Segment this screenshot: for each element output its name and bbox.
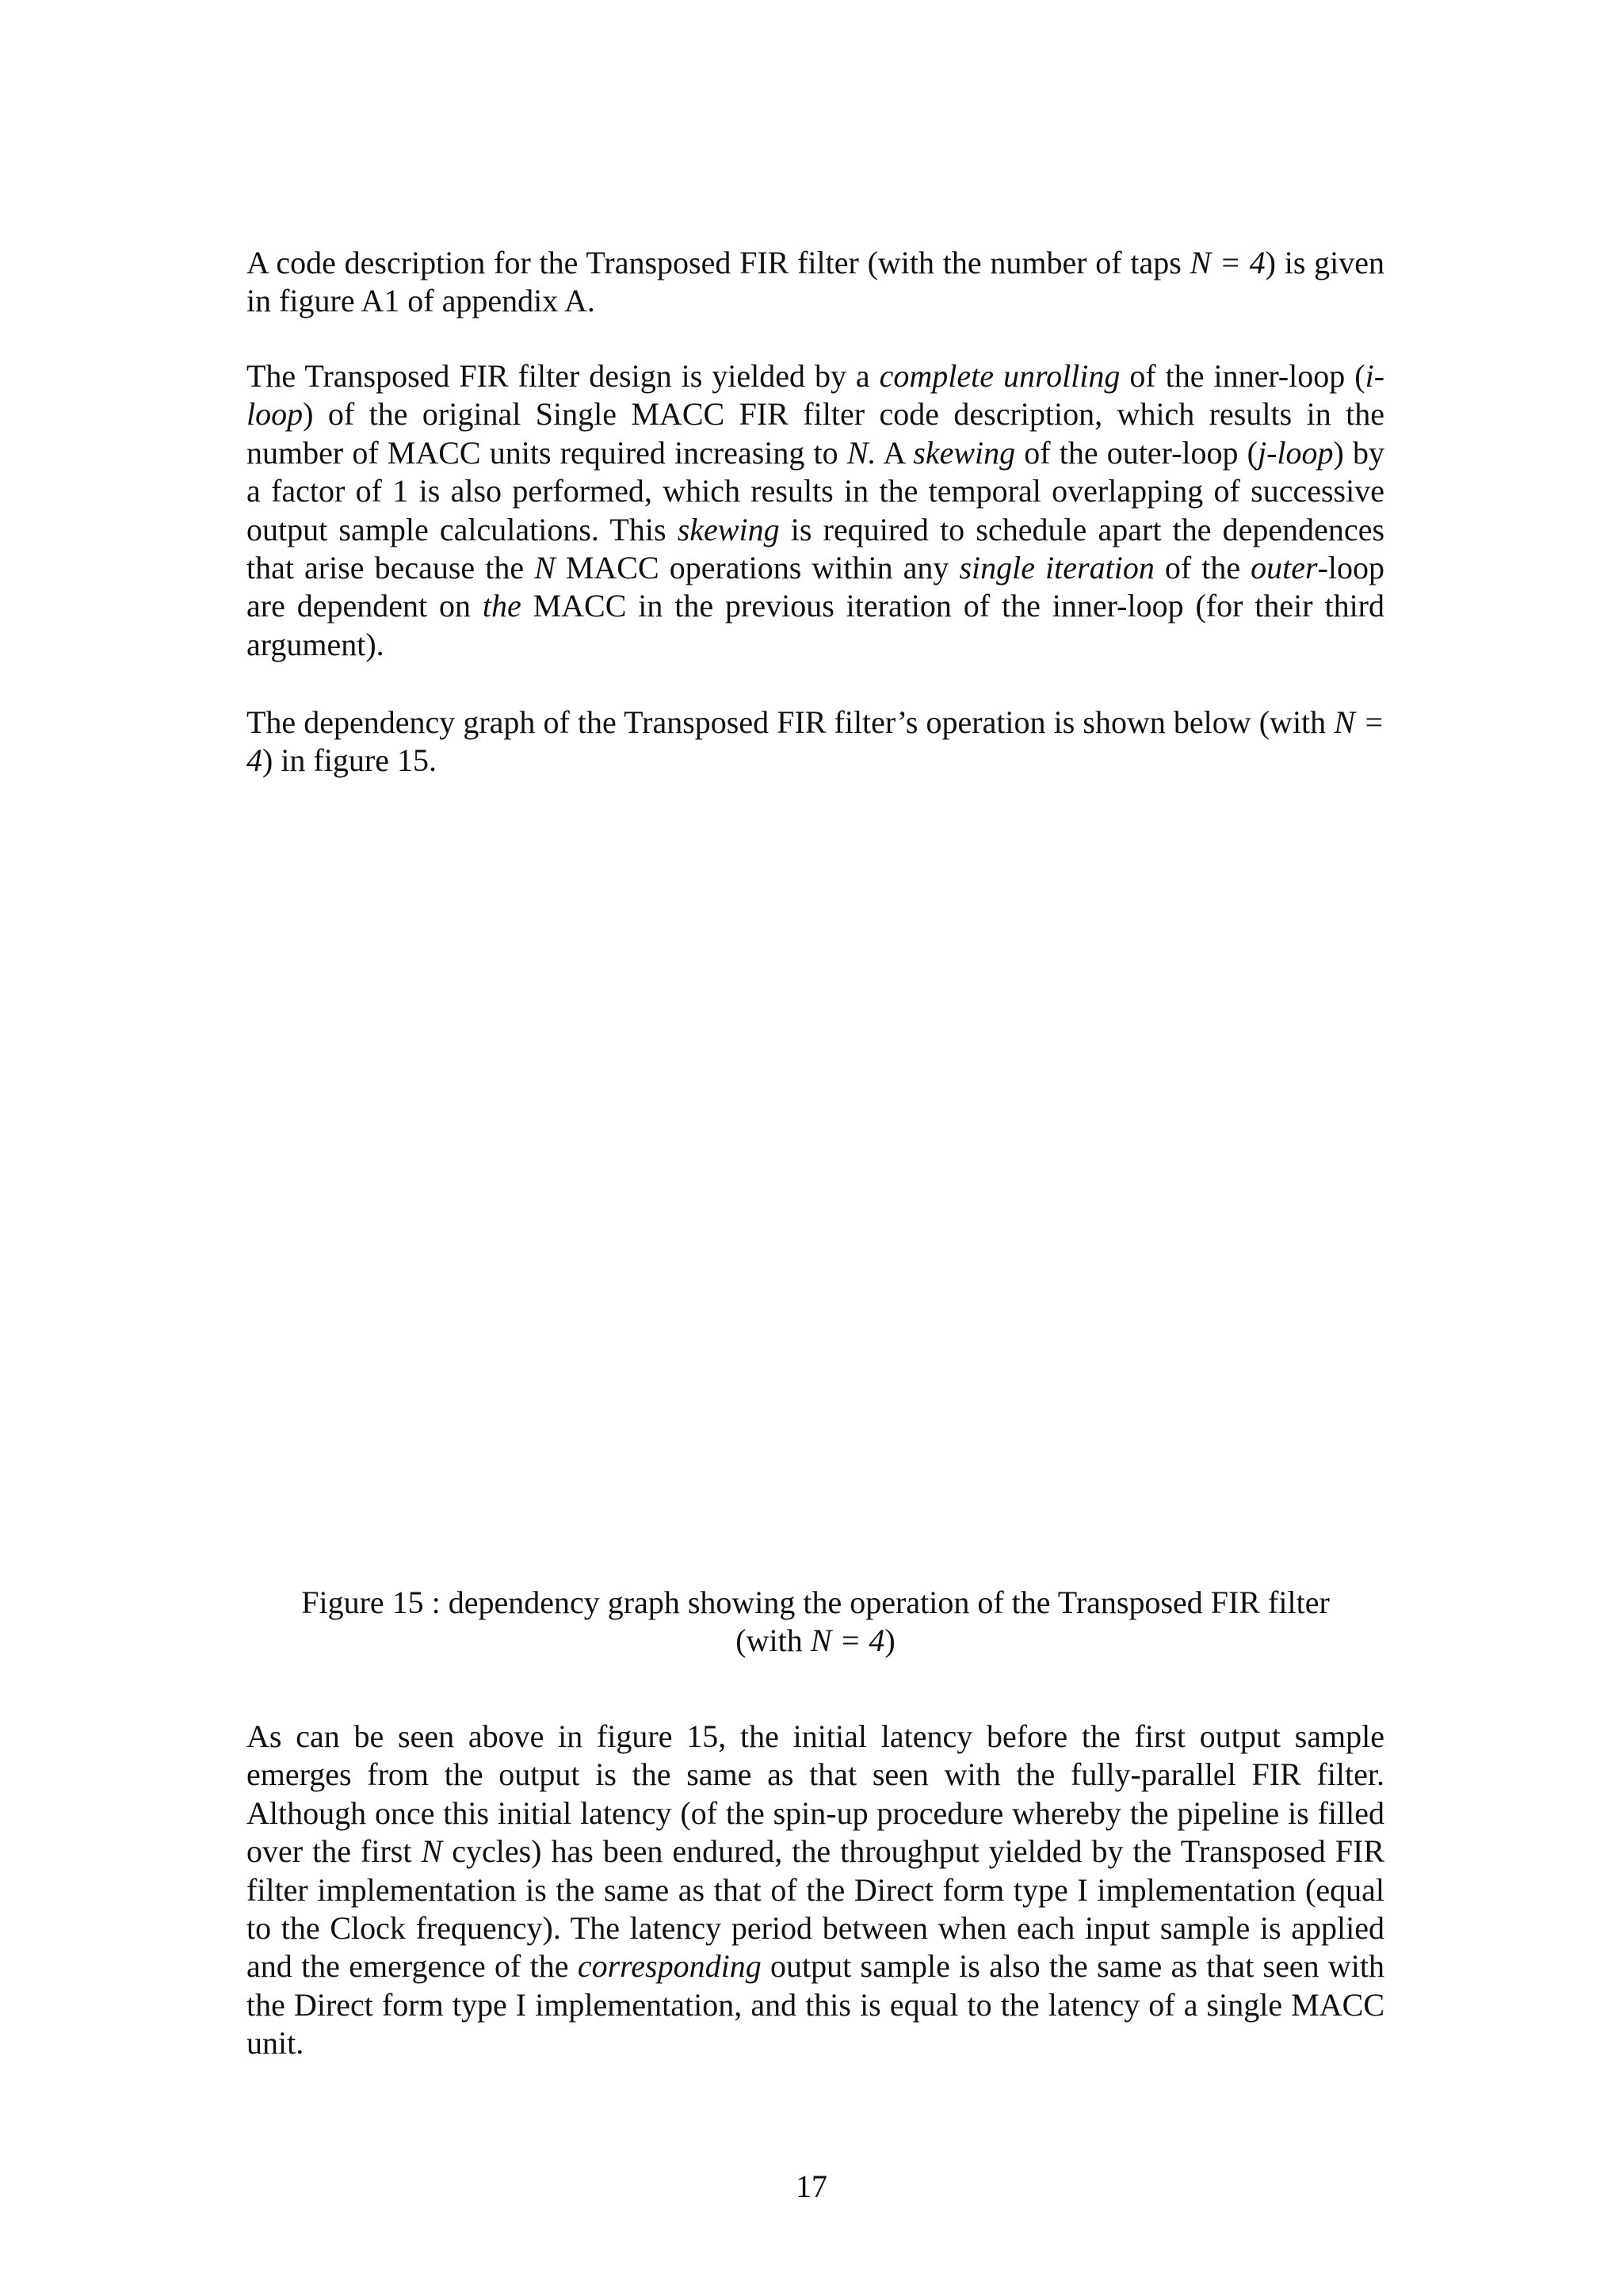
paragraph-1-segment: N. — [846, 434, 876, 471]
paragraph-2-segment: N = 4 — [246, 704, 1385, 779]
closing-paragraph-segment: output sample is also the same as that seen with the Direct form type I implementation, and this is equal to the latency of a single MACC unit. — [246, 1948, 1385, 2061]
closing-paragraph-segment: As can be seen above in figure 15, the initial latency before the first output sample emerges from the output is the same as that seen with the fully-parallel FIR filter. Although once this initial latency (of the spin-up procedure whereby the pipeline is filled over the first — [246, 1718, 1384, 1870]
paragraph-1-segment: MACC operations within any — [555, 550, 960, 586]
paragraph-0-segment: A code description for the Transposed FIR filter (with the number of taps — [246, 245, 1190, 280]
paragraph-intro — [246, 244, 1384, 321]
paragraph-1-segment: ) by a factor of 1 is also performed, which results in the temporal overlapping of successive output sample calculations. This — [246, 434, 1385, 547]
paragraph-1-segment: -loop are dependent on — [246, 550, 1385, 624]
paragraph-1-segment: complete unrolling — [879, 358, 1121, 394]
figure-caption — [246, 1584, 1384, 1661]
paragraph-1-segment: single iteration — [959, 550, 1155, 586]
caption-line-2: (with N = 4) — [735, 1623, 896, 1659]
paragraph-1-segment: outer — [1251, 550, 1318, 586]
paragraph-2-segment: The dependency graph of the Transposed FIR filter’s operation is shown below (with — [246, 704, 1335, 740]
paragraph-1-segment: A — [876, 434, 914, 471]
closing-paragraph-segment: N — [421, 1833, 443, 1870]
paragraph-1-segment: of the inner-loop ( — [1120, 358, 1365, 394]
paragraph-1-segment: The Transposed FIR filter design is yielded by a — [246, 358, 880, 394]
paragraph-latency-discussion — [246, 1718, 1384, 2063]
caption-line-1: Figure 15 : dependency graph showing the operation of the Transposed FIR filter — [301, 1585, 1330, 1620]
page-number: 17 — [796, 2168, 827, 2204]
closing-paragraph-segment: cycles) has been endured, the throughput yielded by the Transposed FIR filter implementation is the same as that of the Direct form type I implementation (equal to the Clock frequency). The latency period between when each input sample is applied and the emergence of the — [246, 1833, 1384, 1985]
paragraph-1-segment: of the outer-loop ( — [1015, 434, 1258, 471]
paragraph-1-segment: of the — [1154, 550, 1251, 586]
paragraph-2-segment: ) in figure 15. — [262, 742, 437, 779]
closing-paragraph-segment: corresponding — [577, 1948, 762, 1985]
figure-15-area — [246, 832, 1384, 1569]
paragraph-1-segment: skewing — [913, 434, 1016, 471]
paragraph-0-segment: ) is given in figure A1 of appendix A. — [246, 245, 1385, 319]
paragraph-unrolling — [246, 357, 1384, 664]
paragraph-1-segment: ) of the original Single MACC FIR filter code description, which results in the number of MACC units required increasing to — [246, 396, 1384, 471]
paragraph-1-segment: skewing — [677, 511, 780, 547]
paragraph-1-segment: the — [482, 588, 521, 624]
paragraph-1-segment: N — [534, 550, 556, 586]
paragraph-0-segment: N = 4 — [1190, 245, 1266, 280]
paragraph-1-segment: MACC in the previous iteration of the inner-loop (for their third argument). — [246, 588, 1385, 662]
paragraph-1-segment: is required to schedule apart the dependences that arise because the — [246, 511, 1385, 586]
paragraph-1-segment: j-loop — [1258, 434, 1334, 471]
paragraph-1-segment: i-loop — [246, 358, 1385, 433]
paragraph-dependency-graph-intro — [246, 704, 1384, 780]
